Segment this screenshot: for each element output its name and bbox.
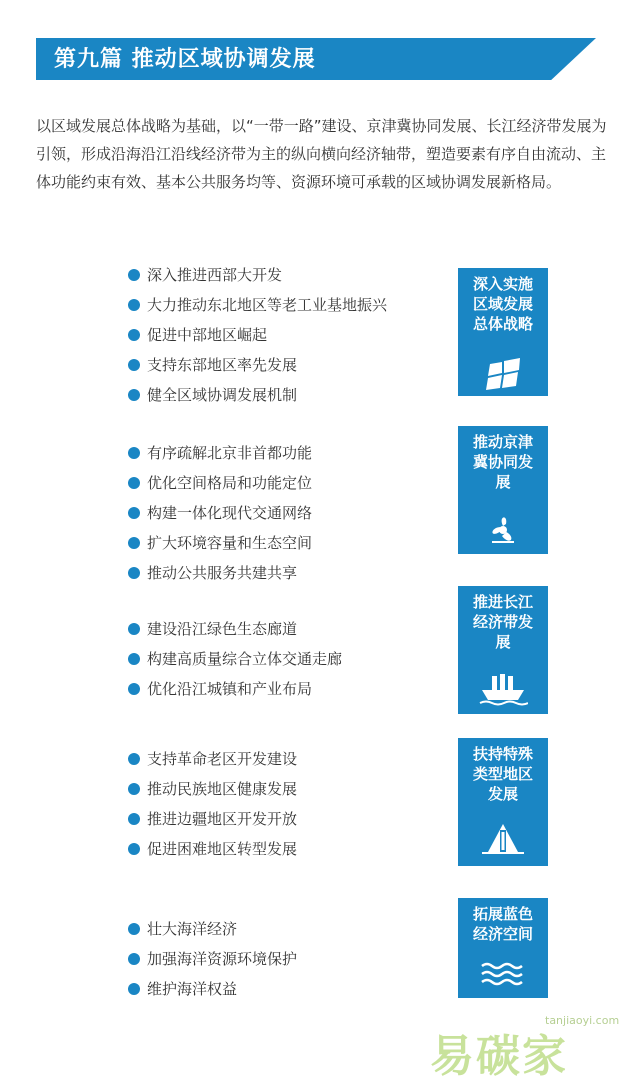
- list-item: 加强海洋资源环境保护: [128, 944, 297, 974]
- watermark-url: tanjiaoyi.com: [542, 1014, 622, 1027]
- item-list: [128, 438, 312, 588]
- bullet-icon: [128, 507, 140, 519]
- list-item: 深入推进西部大开发: [128, 260, 387, 290]
- list-item: 有序疏解北京非首都功能: [128, 438, 312, 468]
- bullet-icon: [128, 753, 140, 765]
- section-yangtze: [0, 593, 640, 734]
- section-card: [458, 586, 548, 714]
- bullet-icon: [128, 537, 140, 549]
- item-list: [128, 914, 297, 1004]
- list-item: 推动民族地区健康发展: [128, 774, 297, 804]
- list-item: 壮大海洋经济: [128, 914, 297, 944]
- propeller-icon: [478, 512, 528, 548]
- list-item: 维护海洋权益: [128, 974, 297, 1004]
- section-card: [458, 898, 548, 998]
- map-tiles-icon: [478, 356, 528, 392]
- card-title: 拓展蓝色经济空间: [472, 905, 533, 943]
- list-item: 优化空间格局和功能定位: [128, 468, 312, 498]
- watermark-logo: [420, 1008, 620, 1082]
- bullet-icon: [128, 567, 140, 579]
- section-blue-economy: [0, 905, 640, 1014]
- bullet-icon: [128, 299, 140, 311]
- ship-icon: [478, 670, 528, 706]
- list-item: 支持东部地区率先发展: [128, 350, 387, 380]
- bullet-icon: [128, 843, 140, 855]
- item-list: [128, 614, 342, 704]
- list-item: 支持革命老区开发建设: [128, 744, 297, 774]
- list-item: 优化沿江城镇和产业布局: [128, 674, 342, 704]
- bullet-icon: [128, 623, 140, 635]
- bullet-icon: [128, 923, 140, 935]
- card-title: 深入实施区域发展总体战略: [472, 275, 533, 333]
- bullet-icon: [128, 783, 140, 795]
- section-card: [458, 426, 548, 554]
- list-item: 推动公共服务共建共享: [128, 558, 312, 588]
- bullet-icon: [128, 813, 140, 825]
- list-item: 大力推动东北地区等老工业基地振兴: [128, 290, 387, 320]
- section-card: [458, 268, 548, 396]
- intro-paragraph: 以区域发展总体战略为基础，以“一带一路”建设、京津冀协同发展、长江经济带发展为引领，形成沿海沿江沿线经济带为主的纵向横向经济轴带，塑造要素有序自由流动、主体功能约束有效、基本公共服务均等、资源环境可承载的区域协调发展新格局。: [36, 117, 607, 191]
- bullet-icon: [128, 983, 140, 995]
- list-item: 促进中部地区崛起: [128, 320, 387, 350]
- bullet-icon: [128, 953, 140, 965]
- list-item: 扩大环境容量和生态空间: [128, 528, 312, 558]
- item-list: [128, 744, 297, 864]
- card-title: 推进长江经济带发展: [472, 593, 533, 651]
- bullet-icon: [128, 477, 140, 489]
- item-list: [128, 260, 387, 410]
- list-item: 建设沿江绿色生态廊道: [128, 614, 342, 644]
- card-title: 推动京津冀协同发展: [472, 433, 533, 491]
- page-title: 第九篇 推动区域协调发展: [54, 47, 316, 72]
- section-special-regions: [0, 744, 640, 864]
- section-jingjinji: [0, 433, 640, 588]
- bullet-icon: [128, 447, 140, 459]
- list-item: 构建高质量综合立体交通走廊: [128, 644, 342, 674]
- section-card: [458, 738, 548, 866]
- bullet-icon: [128, 389, 140, 401]
- section-regional-strategy: [0, 260, 640, 404]
- list-item: 构建一体化现代交通网络: [128, 498, 312, 528]
- watermark-text: 易碳家: [430, 1031, 568, 1082]
- bullet-icon: [128, 653, 140, 665]
- tent-icon: [478, 820, 528, 856]
- bullet-icon: [128, 269, 140, 281]
- list-item: 健全区域协调发展机制: [128, 380, 387, 410]
- list-item: 促进困难地区转型发展: [128, 834, 297, 864]
- list-item: 推进边疆地区开发开放: [128, 804, 297, 834]
- waves-icon: [478, 956, 528, 992]
- bullet-icon: [128, 359, 140, 371]
- bullet-icon: [128, 683, 140, 695]
- bullet-icon: [128, 329, 140, 341]
- card-title: 扶持特殊类型地区发展: [472, 745, 533, 803]
